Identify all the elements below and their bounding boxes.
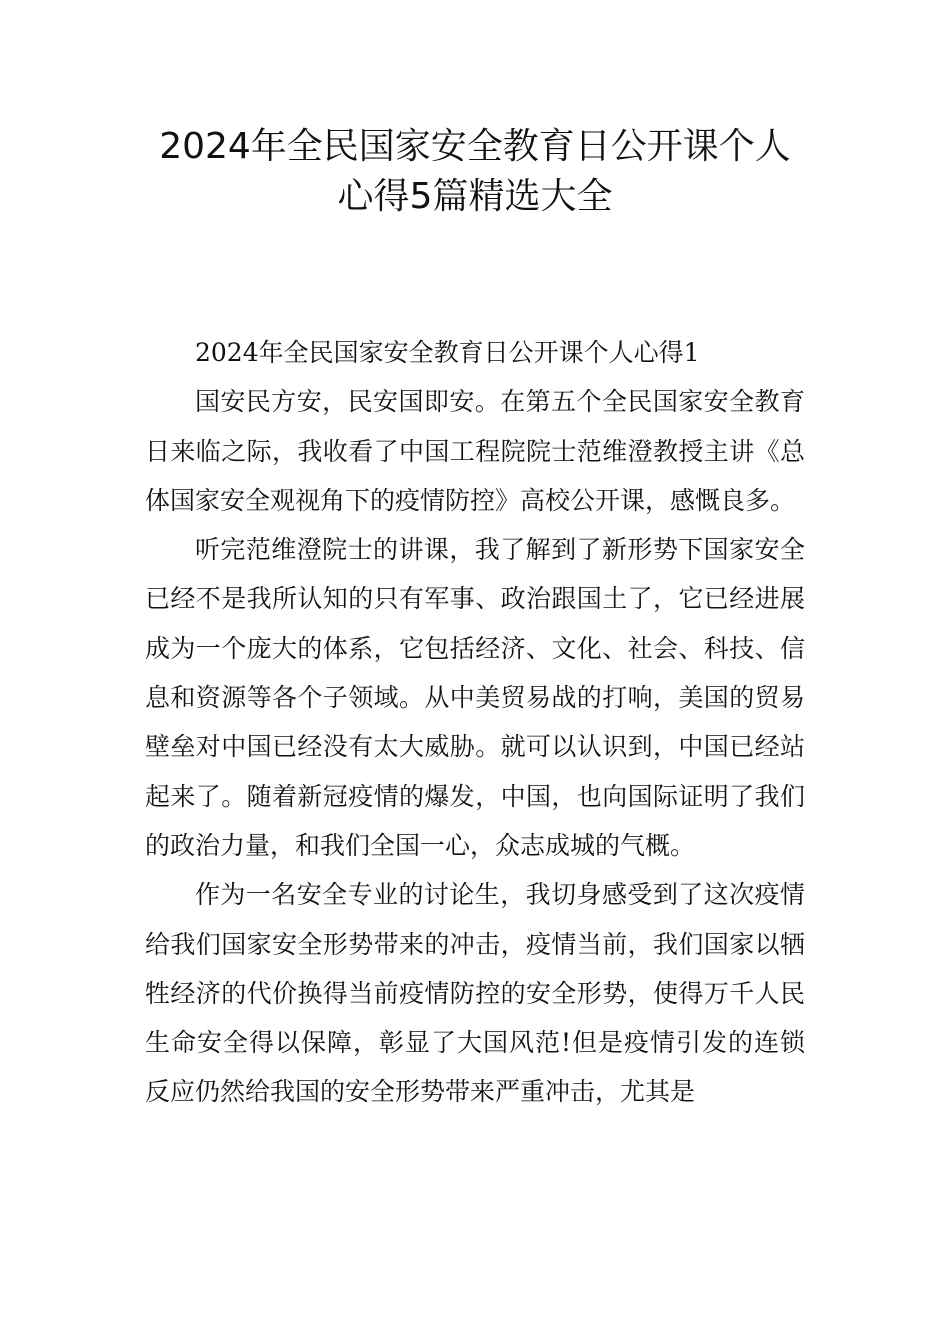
document-title <box>120 122 830 222</box>
title-line-1: 2024年全民国家安全教育日公开课个人 <box>159 126 791 167</box>
paragraph-1: 国安民方安，民安国即安。在第五个全民国家安全教育日来临之际，我收看了中国工程院院士范维澄教授主讲《总体国家安全观视角下的疫情防控》高校公开课，感慨良多。 <box>145 387 805 515</box>
paragraph-3: 作为一名安全专业的讨论生，我切身感受到了这次疫情给我们国家安全形势带来的冲击，疫情当前，我们国家以牺牲经济的代价换得当前疫情防控的安全形势，使得万千人民生命安全得以保障，彰显了大国风范!但是疫情引发的连锁反应仍然给我国的安全形势带来严重冲击，尤其是 <box>145 880 805 1107</box>
title-line-2: 心得5篇精选大全 <box>337 176 613 217</box>
section-heading: 2024年全民国家安全教育日公开课个人心得1 <box>195 338 700 367</box>
paragraph-2: 听完范维澄院士的讲课，我了解到了新形势下国家安全已经不是我所认知的只有军事、政治跟国土了，它已经进展成为一个庞大的体系，它包括经济、文化、社会、科技、信息和资源等各个子领域。从中美贸易战的打响，美国的贸易壁垒对中国已经没有太大威胁。就可以认识到，中国已经站起来了。随着新冠疫情的爆发，中国，也向国际证明了我们的政治力量，和我们全国一心，众志成城的气概。 <box>145 535 805 860</box>
document-body <box>145 328 805 1117</box>
